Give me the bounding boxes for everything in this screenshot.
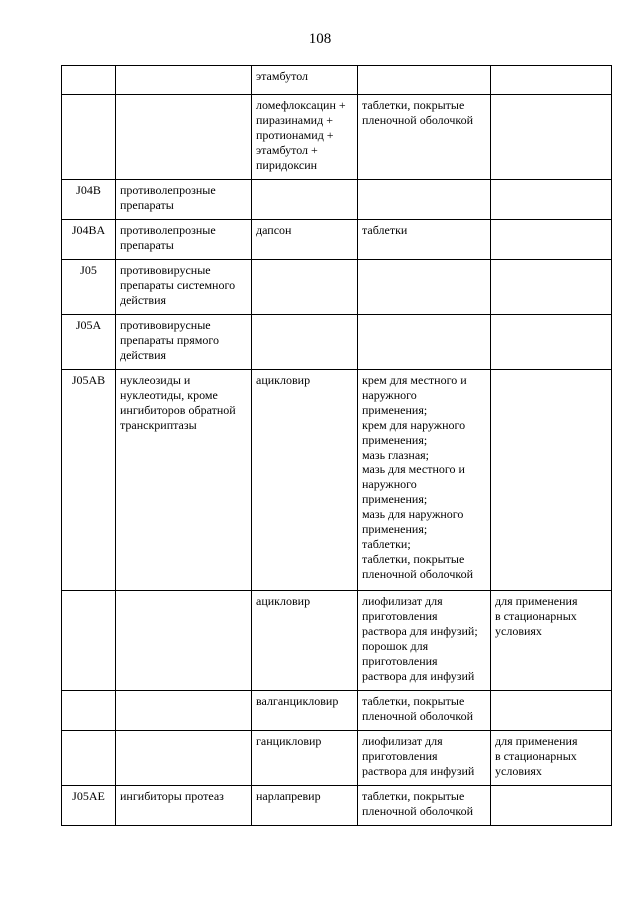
drug-name-cell: валганцикловир [252,691,358,731]
table-row [62,315,612,370]
group-name-cell: нуклеозиды и нуклеотиды, кроме ингибиторов обратной транскриптазы [116,370,252,591]
table-row [62,260,612,315]
group-name-cell [116,66,252,95]
dosage-form-cell: крем для местного и наружного применения; крем для наружного применения; мазь глазная; мазь для местного и наружного применения; мазь для наружного применения; таблетки; таблетки, покрытые пленочной оболочкой [358,370,491,591]
drug-name-cell: ацикловир [252,591,358,691]
atc-code-cell: J05AE [62,786,116,826]
drug-name-cell: ломефлоксацин + пиразинамид + протионамид + этамбутол + пиридоксин [252,95,358,180]
note-cell [491,180,612,220]
group-name-cell [116,731,252,786]
drug-name-cell [252,260,358,315]
table-row [62,220,612,260]
table-row [62,180,612,220]
dosage-form-cell [358,66,491,95]
atc-code-cell: J05AB [62,370,116,591]
atc-code-cell: J04BA [62,220,116,260]
note-cell [491,691,612,731]
group-name-cell [116,95,252,180]
atc-code-cell: J05 [62,260,116,315]
atc-code-cell: J05A [62,315,116,370]
drug-name-cell: ацикловир [252,370,358,591]
dosage-form-cell: таблетки, покрытые пленочной оболочкой [358,95,491,180]
note-cell [491,220,612,260]
dosage-form-cell [358,315,491,370]
dosage-form-cell [358,260,491,315]
drug-name-cell [252,180,358,220]
atc-code-cell [62,731,116,786]
drug-name-cell: дапсон [252,220,358,260]
dosage-form-cell: лиофилизат для приготовления раствора для инфузий [358,731,491,786]
group-name-cell: противолепрозные препараты [116,180,252,220]
note-cell [491,786,612,826]
note-cell [491,260,612,315]
table-row [62,370,612,591]
dosage-form-cell: таблетки [358,220,491,260]
note-cell [491,95,612,180]
note-cell [491,315,612,370]
dosage-form-cell [358,180,491,220]
dosage-form-cell: лиофилизат для приготовления раствора для инфузий; порошок для приготовления раствора для инфузий [358,591,491,691]
group-name-cell: противолепрозные препараты [116,220,252,260]
table-row [62,691,612,731]
atc-code-cell [62,95,116,180]
drug-name-cell: этамбутол [252,66,358,95]
dosage-form-cell: таблетки, покрытые пленочной оболочкой [358,786,491,826]
table-row [62,731,612,786]
group-name-cell [116,591,252,691]
group-name-cell: противовирусные препараты системного действия [116,260,252,315]
note-cell [491,66,612,95]
group-name-cell: противовирусные препараты прямого действия [116,315,252,370]
note-cell [491,370,612,591]
group-name-cell: ингибиторы протеаз [116,786,252,826]
page-number: 108 [308,31,332,47]
table-row [62,66,612,95]
atc-code-cell [62,691,116,731]
note-cell: для применения в стационарных условиях [491,731,612,786]
table-row [62,591,612,691]
note-cell: для применения в стационарных условиях [491,591,612,691]
drug-name-cell [252,315,358,370]
table-row [62,95,612,180]
table-row [62,786,612,826]
dosage-form-cell: таблетки, покрытые пленочной оболочкой [358,691,491,731]
atc-code-cell [62,66,116,95]
drug-name-cell: нарлапревир [252,786,358,826]
group-name-cell [116,691,252,731]
drug-table [61,65,612,826]
drug-name-cell: ганцикловир [252,731,358,786]
atc-code-cell [62,591,116,691]
atc-code-cell: J04B [62,180,116,220]
